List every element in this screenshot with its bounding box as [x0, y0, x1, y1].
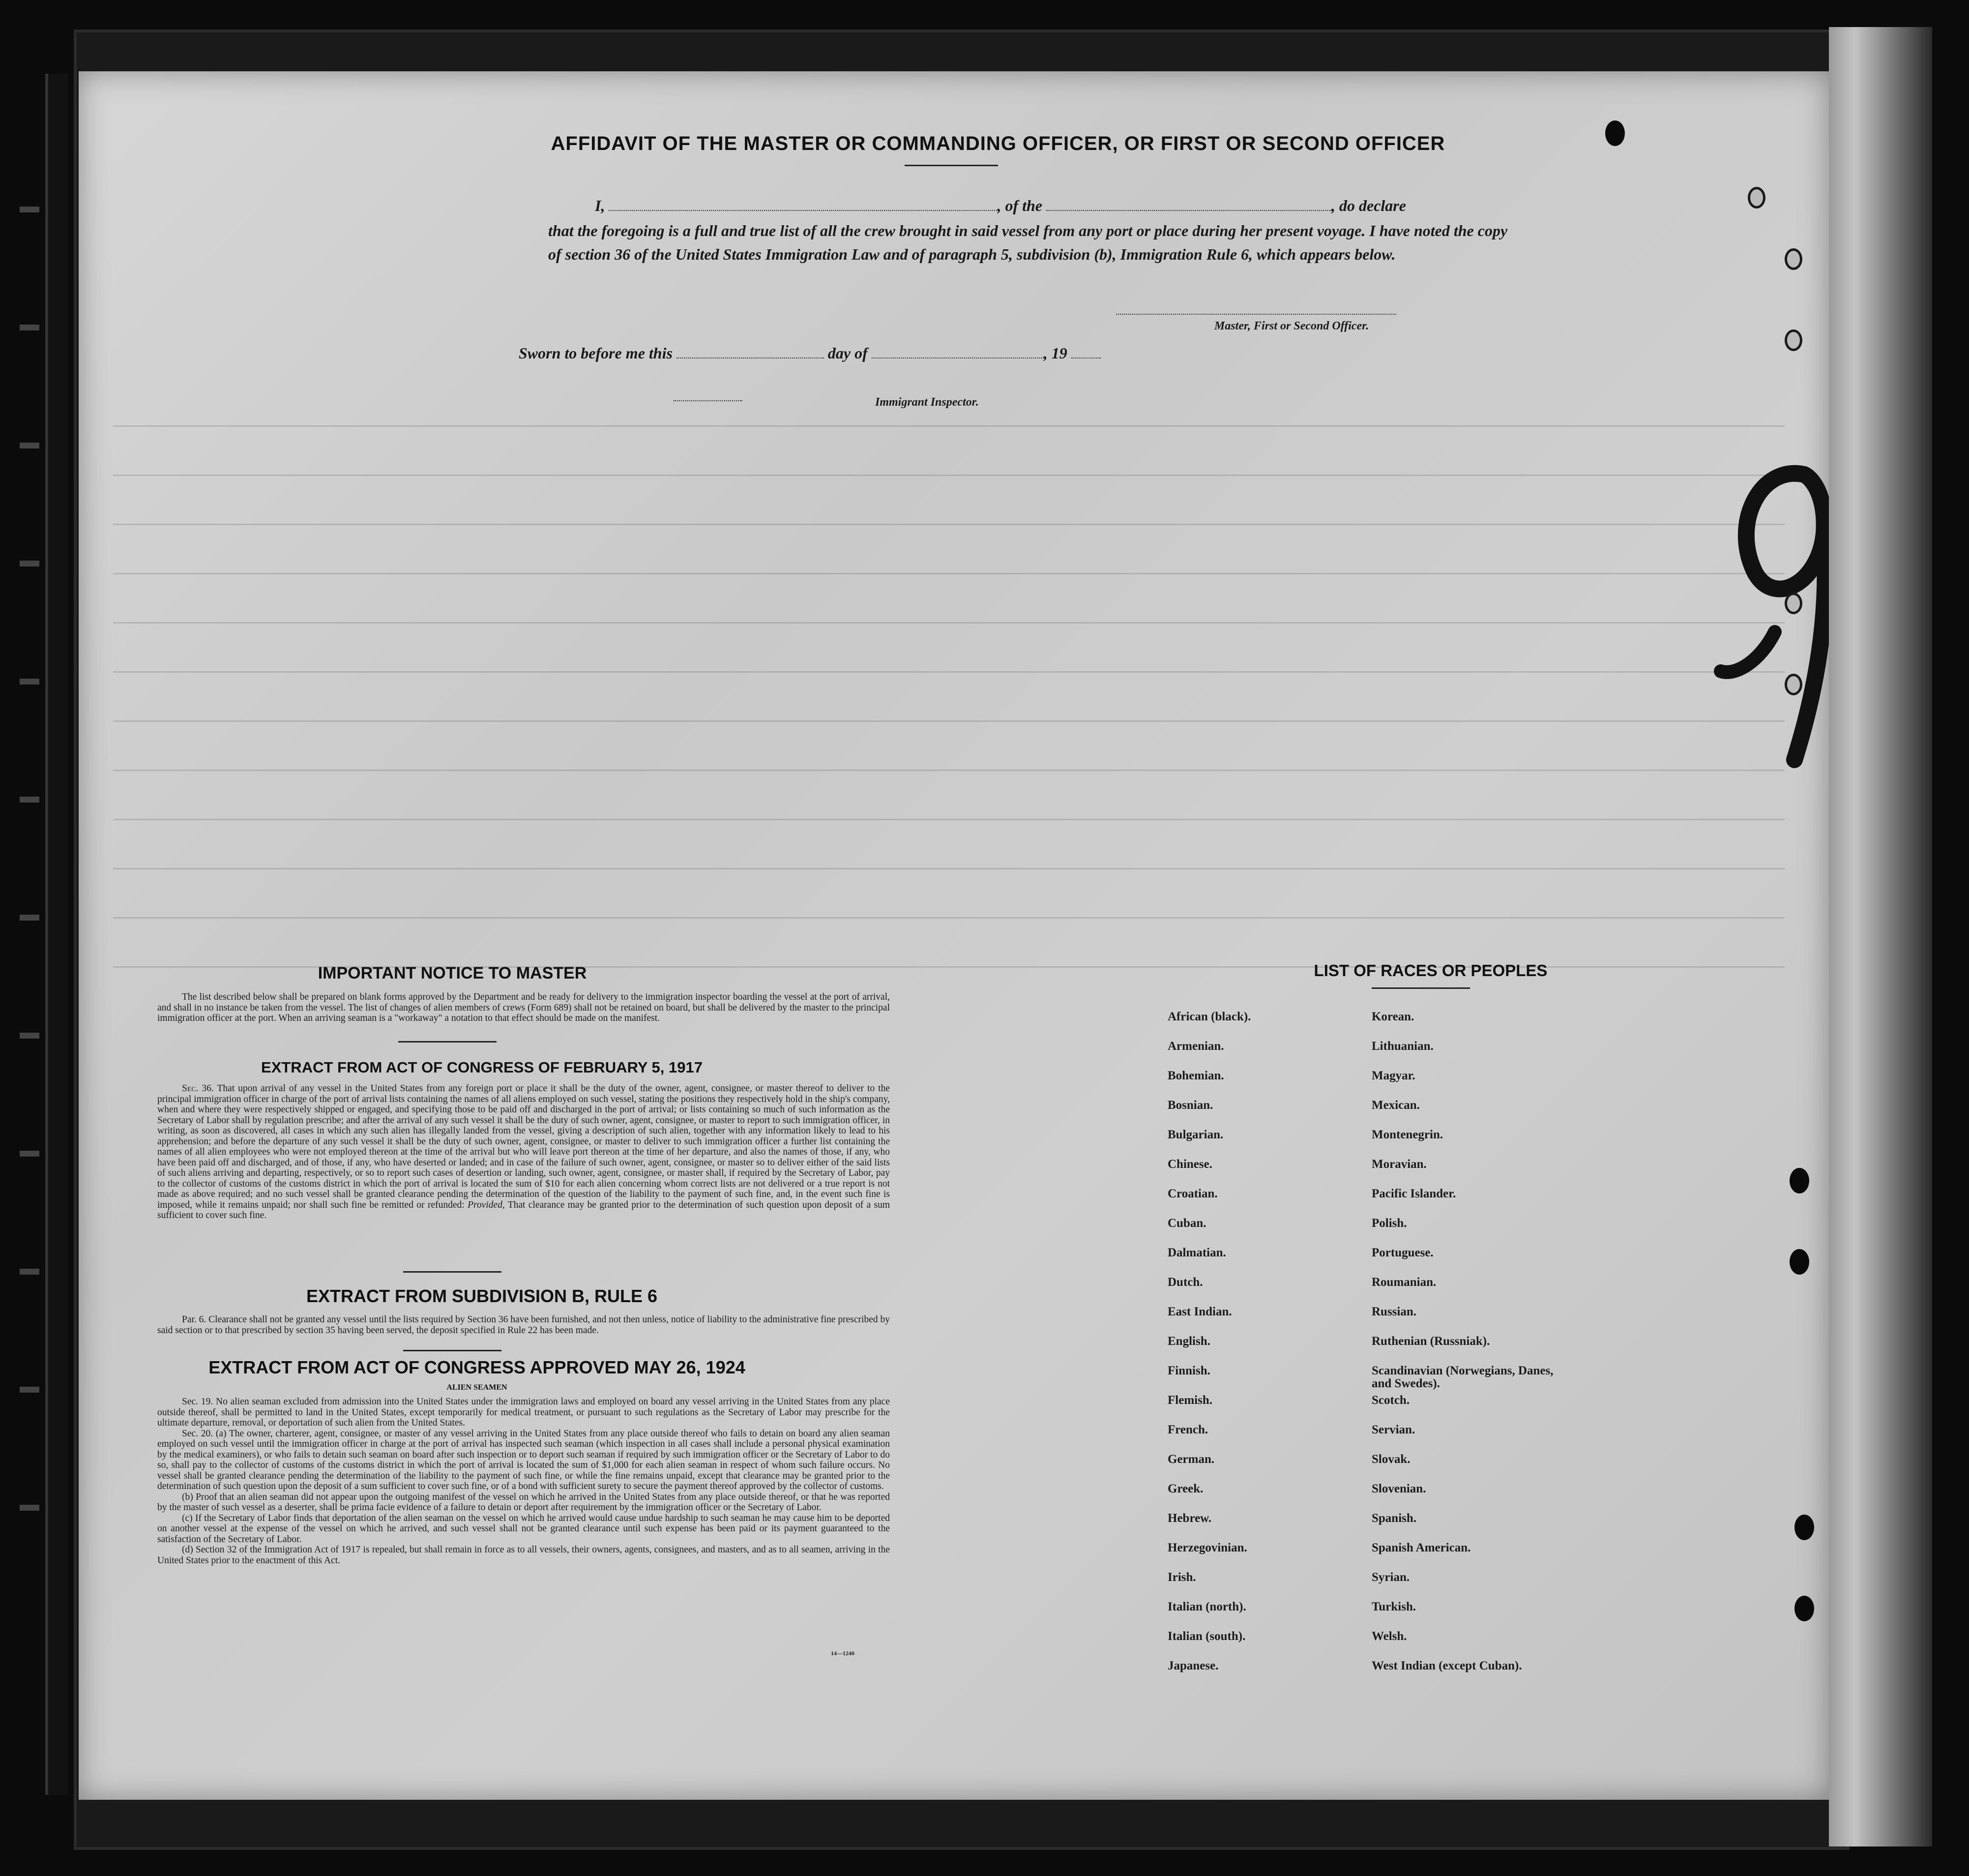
- punch-hole: [1790, 1249, 1809, 1275]
- master-label: Master, First or Second Officer.: [1214, 320, 1369, 332]
- binding-tick: [20, 679, 39, 685]
- races-right-column: [1372, 1011, 1563, 1689]
- race-item: Russian.: [1372, 1305, 1417, 1318]
- affidavit-title: AFFIDAVIT OF THE MASTER OR COMMANDING OFFICER, OR FIRST OR SECOND OFFICER: [551, 133, 1445, 154]
- race-item: Italian (south).: [1168, 1630, 1246, 1643]
- rule6-title: EXTRACT FROM SUBDIVISION B, RULE 6: [306, 1286, 658, 1306]
- sworn-line: [519, 344, 1101, 362]
- bleed-rule: [113, 475, 1785, 476]
- sworn-label: Sworn to before me this: [519, 344, 673, 362]
- notice-body: [157, 992, 890, 1024]
- race-item: Syrian.: [1372, 1571, 1410, 1584]
- bleed-rule: [113, 819, 1785, 820]
- race-item: Croatian.: [1168, 1187, 1218, 1200]
- extract-1924-title: EXTRACT FROM ACT OF CONGRESS APPROVED MAY 26, 1924: [208, 1357, 745, 1377]
- race-item: Dalmatian.: [1168, 1246, 1226, 1259]
- alien-seamen-subtitle: ALIEN SEAMEN: [446, 1383, 507, 1392]
- page-edge: [1829, 27, 1932, 1846]
- race-item: Lithuanian.: [1372, 1040, 1434, 1053]
- race-item: Magyar.: [1372, 1069, 1415, 1082]
- sworn-month-blank: [872, 357, 1044, 358]
- binding-tick: [20, 207, 39, 212]
- punch-ring: [1785, 248, 1802, 270]
- inspector-signature-line: [674, 400, 742, 401]
- punch-hole: [1794, 1596, 1814, 1621]
- race-item: English.: [1168, 1335, 1210, 1348]
- sec20d-text: (d) Section 32 of the Immigration Act of 1917 is repealed, but shall remain in force as to all vessels, their owners, agents, consignees, and masters, and as to all seamen, arriving in the United States prior to the enactment of this Act.: [157, 1545, 890, 1566]
- race-item: Portuguese.: [1372, 1246, 1434, 1259]
- bleed-rule: [113, 425, 1785, 427]
- sworn-year-blank: [1071, 357, 1101, 358]
- binding-tick: [20, 325, 39, 330]
- punch-ring: [1785, 593, 1802, 614]
- race-item: Moravian.: [1372, 1158, 1427, 1171]
- races-left-column: [1168, 1011, 1251, 1689]
- sec20a-text: Sec. 20. (a) The owner, charterer, agent, consignee, or master of any vessel arriving in the United States from any place outside thereof who fails to detain on board any alien seaman employed on such vessel until the immigration officer in charge at the port of arrival has inspected such seaman (which inspection in all cases shall include a personal physical examination by the medical examiners), or who fails to detain such seaman on board after such inspection or to deport such seaman if required by such immigration officer or the Secretary of Labor to do so, shall pay to the collector of customs of the customs district in which the port of arrival is located the sum of $1,000 for each alien seaman in respect of whom such failure occurs. No vessel shall be granted clearance pending the determination of the liability to the payment of such fine, or while the fine remains unpaid, except that clearance may be granted prior to the determination of such question upon the deposit of a sum sufficient to cover such fine, or of a bond with sufficient surety to secure the payment thereof approved by the collector of customs.: [157, 1428, 890, 1491]
- binding-tick: [20, 1505, 39, 1511]
- i-label: I,: [595, 197, 605, 214]
- race-item: Pacific Islander.: [1372, 1187, 1456, 1200]
- race-item: Montenegrin.: [1372, 1128, 1443, 1141]
- punch-ring: [1785, 674, 1802, 695]
- extract-1917-title: EXTRACT FROM ACT OF CONGRESS OF FEBRUARY 5, 1917: [261, 1059, 703, 1076]
- race-item: Cuban.: [1168, 1217, 1206, 1230]
- race-item: Turkish.: [1372, 1600, 1416, 1613]
- notice-rule: [398, 1041, 497, 1042]
- extract-1917-body: [157, 1083, 890, 1221]
- affidavit-statement: that the foregoing is a full and true list of all the crew brought in said vessel from any port or place during her present voyage. I have noted the copy of section 36 of the United States Immigration Law and of paragraph 5, subdivision (b), Immigration Rule 6, which appears below.: [548, 222, 1508, 263]
- binding-tick: [20, 1269, 39, 1275]
- race-item: Korean.: [1372, 1010, 1414, 1023]
- race-item: Chinese.: [1168, 1158, 1212, 1171]
- race-item: Mexican.: [1372, 1099, 1420, 1112]
- extract-1924-body: [157, 1397, 890, 1566]
- race-item: Flemish.: [1168, 1394, 1212, 1407]
- race-item: French.: [1168, 1423, 1208, 1436]
- extract-1917-rule: [403, 1271, 501, 1273]
- punch-ring: [1748, 187, 1765, 208]
- day-of-label: day of: [827, 344, 868, 362]
- rule6-text: Par. 6. Clearance shall not be granted any vessel until the lists required by Section 36 have been furnished, and not then unless, notice of liability to the administrative fine prescribed by said section or to that prescribed by section 35 having been served, the deposit specified in Rule 22 has been made.: [157, 1314, 890, 1336]
- race-item: Spanish American.: [1372, 1541, 1471, 1554]
- sec20b-text: (b) Proof that an alien seaman did not appear upon the outgoing manifest of the vessel on which he arrived in the United States from any place outside thereof, or that he was reported by the master of such vessel as a deserter, shall be prima facie evidence of a failure to detain or deport after requirement by the immigration officer or the Secretary of Labor.: [157, 1491, 890, 1513]
- race-item: African (black).: [1168, 1010, 1251, 1023]
- race-item: Ruthenian (Russniak).: [1372, 1335, 1490, 1348]
- race-item: West Indian (except Cuban).: [1372, 1659, 1522, 1672]
- binding-tick: [20, 561, 39, 566]
- race-item: Slovenian.: [1372, 1482, 1426, 1495]
- bleed-rule: [113, 720, 1785, 722]
- proviso-label: Provided,: [468, 1199, 505, 1210]
- binding-tick: [20, 1151, 39, 1157]
- race-item: Irish.: [1168, 1571, 1196, 1584]
- inspector-label: Immigrant Inspector.: [875, 396, 979, 409]
- race-item: Bosnian.: [1168, 1099, 1213, 1112]
- races-title: LIST OF RACES OR PEOPLES: [1314, 961, 1548, 980]
- declaration-line: [595, 197, 1406, 215]
- notice-text: The list described below shall be prepared on blank forms approved by the Department and be ready for delivery to the immigration inspector boarding the vessel at the port of arrival, and shall in no instance be taken from the vessel. The list of changes of alien members of crews (Form 689) shall not be retained on board, but shall be delivered by the master to the principal immigration officer at the port. When an arriving seaman is a "workaway" a notation to that effect should be made on the manifest.: [157, 992, 890, 1023]
- binding-tick: [20, 1033, 39, 1039]
- race-item: Greek.: [1168, 1482, 1204, 1495]
- form-number: 14—1240: [831, 1650, 854, 1657]
- races-rule: [1372, 987, 1470, 989]
- race-item: Welsh.: [1372, 1630, 1407, 1643]
- punch-hole: [1790, 1168, 1809, 1193]
- race-item: Herzegovinian.: [1168, 1541, 1247, 1554]
- binding-strip: [45, 74, 68, 1795]
- handwritten-mark: [1701, 445, 1829, 789]
- race-item: Armenian.: [1168, 1040, 1224, 1053]
- notice-title: IMPORTANT NOTICE TO MASTER: [318, 964, 587, 983]
- master-signature-line: [1116, 313, 1396, 315]
- year-prefix: , 19: [1043, 344, 1067, 362]
- bleed-rule: [113, 622, 1785, 624]
- race-item: Scandinavian (Norwegians, Danes, and Swedes).: [1372, 1364, 1554, 1390]
- binding-tick: [20, 443, 39, 448]
- rule6-body: [157, 1314, 890, 1336]
- sec36-label: Sec. 36.: [182, 1083, 214, 1094]
- punch-hole: [1605, 120, 1625, 146]
- handwritten-9-drawing: [1701, 445, 1829, 789]
- of-the-label: , of the: [997, 197, 1042, 214]
- sworn-day-blank: [676, 357, 824, 358]
- bleed-rule: [113, 573, 1785, 574]
- race-item: Hebrew.: [1168, 1512, 1212, 1525]
- do-declare-label: , do declare: [1331, 197, 1406, 214]
- rule6-rule: [403, 1350, 501, 1351]
- race-item: Polish.: [1372, 1217, 1407, 1230]
- race-item: East Indian.: [1168, 1305, 1232, 1318]
- punch-hole: [1794, 1515, 1814, 1540]
- race-item: Japanese.: [1168, 1659, 1219, 1672]
- race-item: Bulgarian.: [1168, 1128, 1224, 1141]
- race-item: Scotch.: [1372, 1394, 1410, 1407]
- race-item: Italian (north).: [1168, 1600, 1246, 1613]
- race-item: Servian.: [1372, 1423, 1415, 1436]
- race-item: German.: [1168, 1453, 1215, 1466]
- binding-tick: [20, 1387, 39, 1393]
- binding-tick: [20, 797, 39, 803]
- race-item: Finnish.: [1168, 1364, 1210, 1377]
- bleed-rule: [113, 917, 1785, 919]
- sec19-text: Sec. 19. No alien seaman excluded from admission into the United States under the immigration laws and employed on board any vessel arriving in the United States from any place outside thereof, shall be permitted to land in the United States, except temporarily for medical treatment, or pursuant to such regulations as the Secretary of Labor may prescribe for the ultimate departure, removal, or deportation of such alien from the United States.: [157, 1397, 890, 1428]
- race-item: Roumanian.: [1372, 1276, 1437, 1289]
- document-page: [79, 71, 1829, 1800]
- sec20c-text: (c) If the Secretary of Labor finds that deportation of the alien seaman on the vessel on which he arrived would cause undue hardship to such seaman he may cause him to be deported on another vessel at the expense of the vessel on which he arrived, and such vessel shall not be granted clearance until such expense has been paid or its payment guaranteed to the satisfaction of the Secretary of Labor.: [157, 1513, 890, 1545]
- binding-tick: [20, 915, 39, 921]
- race-item: Spanish.: [1372, 1512, 1417, 1525]
- bleed-rule: [113, 671, 1785, 673]
- bleed-rule: [113, 868, 1785, 869]
- bleed-rule: [113, 524, 1785, 525]
- sec36-text: That upon arrival of any vessel in the United States from any foreign port or place it shall be the duty of the owner, agent, consignee, or master thereof to deliver to the principal immigration officer in charge of the port of arrival lists containing the names of all aliens employed on such vessel, stating the positions they respectively hold in the ship's company, when and where they were respectively shipped or engaged, and specifying those to be paid off and discharged in the port of arrival; or lists containing so much of such information as the Secretary of Labor shall by regulation prescribe; and after the arrival of any such vessel it shall be the duty of such owner, agent, consignee, or master to report to such immigration officer, in writing, as soon as discovered, all cases in which any such alien has illegally landed from the vessel, giving a description of such alien, together with any information likely to lead to his apprehension; and before the departure of any such vessel it shall be the duty of such owner, agent, consignee, or master to deliver to such immigration officer a further list containing the names of all alien employees who were not employed thereon at the time of the arrival but who will leave port thereon at the time of her departure, and also the names of those, if any, who have been paid off and discharged, and of those, if any, who have deserted or landed; and in case of the failure of such owner, agent, consignee, or master so to deliver either of the said lists of such aliens arriving and departing, respectively, or so to report such cases of desertion or landing, such owner, agent, consignee, or master shall, if required by the Secretary of Labor, pay to the collector of customs of the customs district in which the port of arrival is located the sum of $10 for each alien concerning whom correct lists are not delivered or a true report is not made as above required; and no such vessel shall be granted clearance pending the determination of the question of the liability to the payment of such fine, and, in the event such fine is imposed, while it remains unpaid; nor shall such fine be remitted or refunded:: [157, 1083, 890, 1210]
- punch-ring: [1785, 329, 1802, 351]
- race-item: Bohemian.: [1168, 1069, 1224, 1082]
- vessel-blank: [1046, 209, 1331, 211]
- affidavit-title-rule: [905, 165, 998, 166]
- race-item: Dutch.: [1168, 1276, 1203, 1289]
- race-item: Slovak.: [1372, 1453, 1411, 1466]
- proviso-text: That clearance may be granted prior to the determination of such question upon deposit of a sum sufficient to cover such fine.: [157, 1199, 890, 1221]
- name-blank: [609, 209, 997, 211]
- bleed-rule: [113, 770, 1785, 771]
